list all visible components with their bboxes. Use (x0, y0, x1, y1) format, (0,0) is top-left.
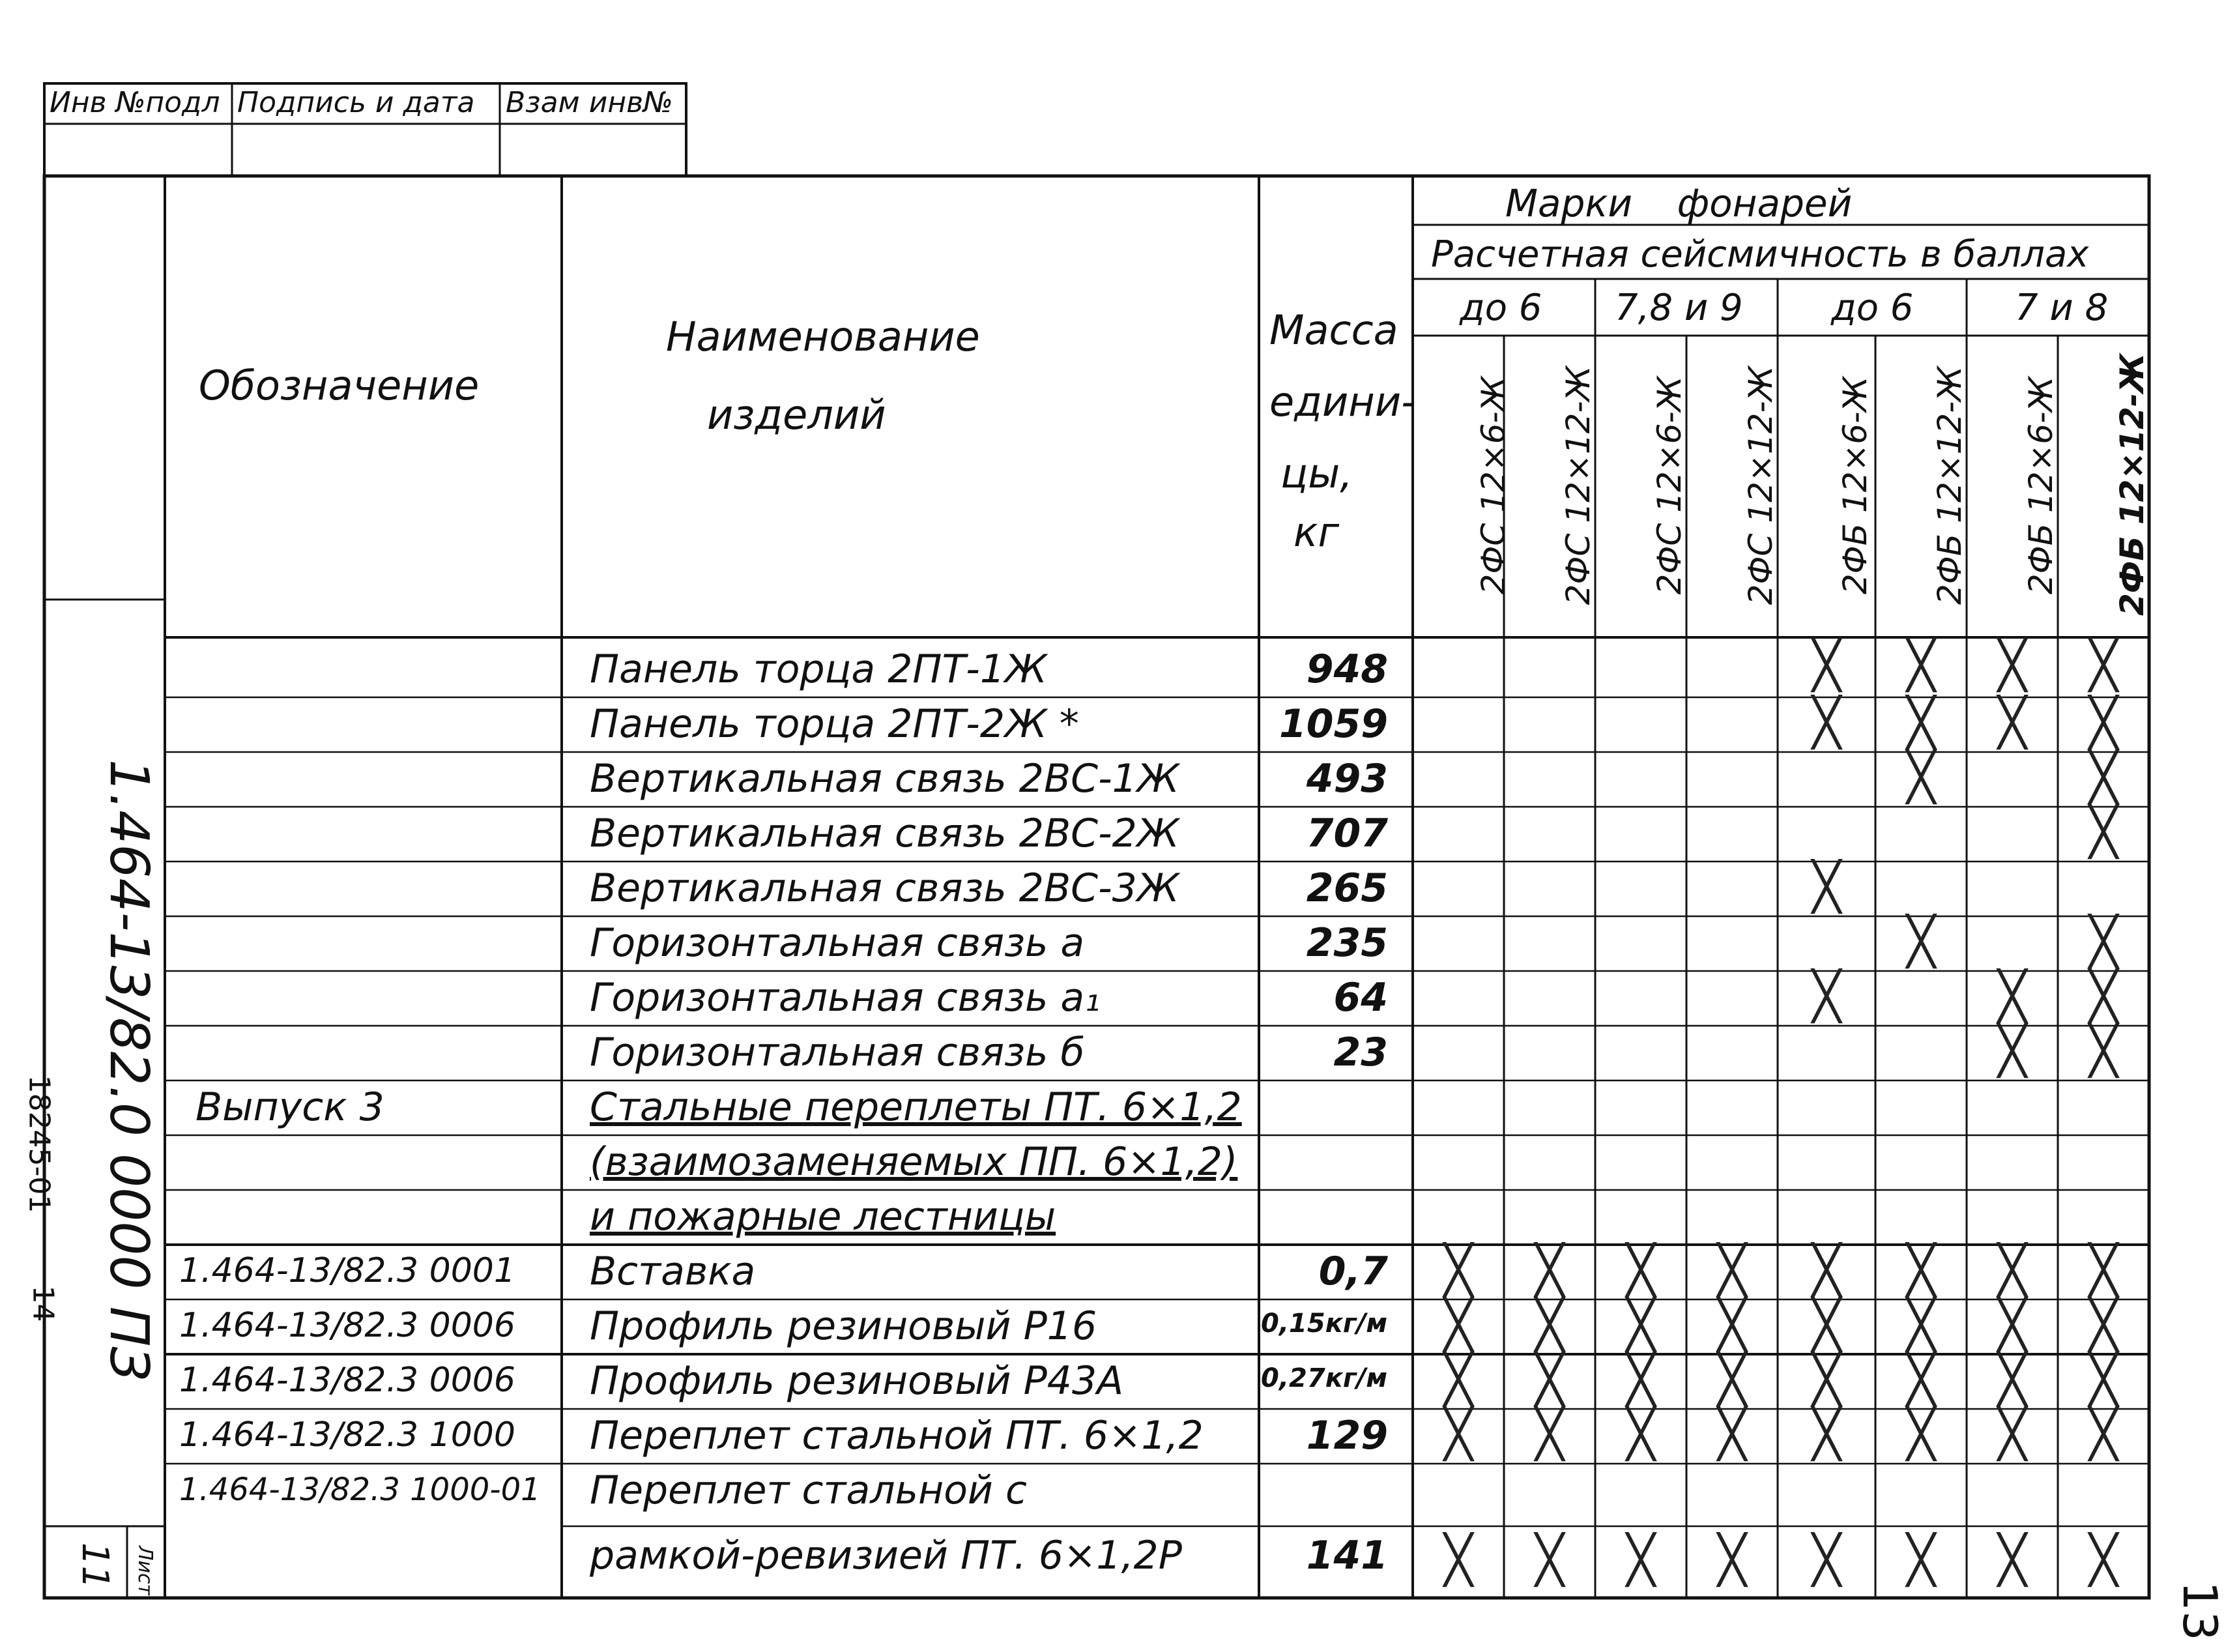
row-9-designation: Выпуск 3 (195, 1084, 384, 1130)
row-16-designation: 1.464-13/82.3 1000-01 (179, 1471, 541, 1508)
stamp-vzam: Взам инв№ (506, 86, 673, 119)
cross-mark: ╳ (1535, 1242, 1564, 1297)
cross-mark: ╳ (1812, 859, 1841, 914)
row-7-mass: 64 (1333, 975, 1388, 1021)
row-1-name: Панель торца 2ПТ-1Ж (590, 646, 1047, 692)
cross-mark: ╳ (1907, 1406, 1935, 1461)
row-15-mass: 129 (1306, 1413, 1388, 1458)
cross-mark: ╳ (1907, 1352, 1935, 1406)
archive-page: 14 (26, 1285, 60, 1322)
header-mass-3: цы, (1280, 450, 1353, 497)
group-label-2: 7,8 и 9 (1615, 287, 1743, 329)
row-14-name: Профиль резиновый Р43А (590, 1358, 1124, 1404)
cross-mark: ╳ (1812, 695, 1841, 749)
cross-mark: ╳ (1626, 1297, 1655, 1352)
cross-mark: ╳ (1907, 637, 1935, 692)
cross-mark: ╳ (2089, 804, 2118, 859)
cross-mark: ╳ (1998, 637, 2027, 692)
cross-mark: ╳ (1812, 1406, 1841, 1461)
col-header-5: 2ФБ 12×6-Ж (1836, 376, 1874, 595)
cross-mark: ╳ (1535, 1532, 1564, 1587)
row-15-name: Переплет стальной ПТ. 6×1,2 (590, 1413, 1204, 1458)
cross-mark: ╳ (2089, 1023, 2118, 1078)
row-2-mass: 1059 (1279, 701, 1388, 747)
row-12-mass: 0,7 (1318, 1249, 1388, 1294)
cross-mark: ╳ (1998, 1242, 2027, 1297)
cross-mark: ╳ (1907, 695, 1935, 749)
page-number: 13 (2172, 1581, 2227, 1641)
row-6-mass: 235 (1306, 920, 1388, 966)
row-17-mass: 141 (1306, 1533, 1388, 1578)
cross-mark: ╳ (1812, 1297, 1841, 1352)
cross-mark: ╳ (1535, 1297, 1564, 1352)
cross-mark: ╳ (1907, 914, 1935, 968)
cross-mark: ╳ (1718, 1242, 1746, 1297)
row-14-mass: 0,27кг/м (1261, 1363, 1388, 1393)
col-header-7: 2ФБ 12×6-Ж (2022, 376, 2060, 595)
cross-mark: ╳ (2089, 968, 2118, 1023)
cross-mark: ╳ (1444, 1532, 1473, 1587)
cross-mark: ╳ (1998, 1406, 2027, 1461)
cross-mark: ╳ (2089, 1532, 2118, 1587)
row-4-mass: 707 (1306, 811, 1388, 856)
cross-mark: ╳ (2089, 749, 2118, 804)
document-code: 1.464-13/82.0 0000 ПЗ (98, 759, 160, 1381)
cross-mark: ╳ (1626, 1352, 1655, 1406)
group-label-1: до 6 (1460, 287, 1542, 329)
header-name-1: Наименование (666, 313, 980, 360)
sheet-label: Лист (134, 1546, 156, 1596)
row-14-designation: 1.464-13/82.3 0006 (179, 1361, 515, 1400)
row-12-name: Вставка (590, 1249, 756, 1294)
stamp-inv-podl: Инв №подл (50, 86, 220, 119)
cross-mark: ╳ (1718, 1532, 1746, 1587)
header-seismic: Расчетная сейсмичность в баллах (1431, 233, 2089, 276)
cross-mark: ╳ (2089, 637, 2118, 692)
row-6-name: Горизонтальная связь а (590, 920, 1085, 966)
row-12-designation: 1.464-13/82.3 0001 (179, 1251, 515, 1290)
row-4-name: Вертикальная связь 2ВС-2Ж (590, 811, 1179, 856)
cross-mark: ╳ (1812, 1352, 1841, 1406)
row-11-name: и пожарные лестницы (590, 1194, 1056, 1239)
cross-mark: ╳ (1444, 1406, 1473, 1461)
cross-mark: ╳ (1718, 1406, 1746, 1461)
cross-mark: ╳ (1907, 1297, 1935, 1352)
group-label-3: до 6 (1831, 287, 1914, 329)
cross-mark: ╳ (1998, 695, 2027, 749)
cross-mark: ╳ (1907, 1242, 1935, 1297)
cross-mark: ╳ (1998, 1297, 2027, 1352)
row-1-mass: 948 (1306, 646, 1388, 692)
group-label-4: 7 и 8 (2015, 287, 2109, 329)
row-3-name: Вертикальная связь 2ВС-1Ж (590, 756, 1179, 802)
cross-mark: ╳ (1626, 1242, 1655, 1297)
row-8-mass: 23 (1333, 1030, 1388, 1075)
cross-mark: ╳ (1718, 1297, 1746, 1352)
cross-mark: ╳ (2089, 1297, 2118, 1352)
stamp-podpis: Подпись и дата (237, 86, 475, 119)
col-header-1: 2ФС 12×6-Ж (1475, 376, 1512, 595)
cross-mark: ╳ (1998, 1532, 2027, 1587)
cross-mark: ╳ (1535, 1352, 1564, 1406)
cross-mark: ╳ (2089, 1242, 2118, 1297)
row-8-name: Горизонтальная связь б (590, 1030, 1085, 1075)
header-mass-1: Масса (1269, 306, 1398, 354)
cross-mark: ╳ (1626, 1532, 1655, 1587)
cross-mark: ╳ (1535, 1406, 1564, 1461)
cross-mark: ╳ (2089, 695, 2118, 749)
row-5-name: Вертикальная связь 2ВС-3Ж (590, 865, 1179, 911)
row-5-mass: 265 (1306, 865, 1388, 911)
col-header-2: 2ФС 12×12-Ж (1559, 366, 1597, 605)
row-17-name: рамкой-ревизией ПТ. 6×1,2Р (590, 1533, 1182, 1578)
row-13-designation: 1.464-13/82.3 0006 (179, 1306, 515, 1345)
row-16-name: Переплет стальной с (590, 1468, 1027, 1513)
col-header-6: 2ФБ 12×12-Ж (1931, 366, 1969, 605)
row-13-mass: 0,15кг/м (1261, 1309, 1388, 1339)
header-name-2: изделий (707, 391, 886, 439)
cross-mark: ╳ (1444, 1242, 1473, 1297)
cross-mark: ╳ (1444, 1297, 1473, 1352)
header-mass-2: едини- (1269, 378, 1416, 426)
cross-mark: ╳ (1812, 968, 1841, 1023)
col-header-4: 2ФС 12×12-Ж (1742, 366, 1780, 605)
row-15-designation: 1.464-13/82.3 1000 (179, 1415, 515, 1455)
col-header-8: 2ФБ 12×12-Ж (2113, 353, 2151, 616)
sheet-number: 11 (74, 1542, 117, 1589)
row-2-name: Панель торца 2ПТ-2Ж * (590, 701, 1079, 747)
header-mass-4: кг (1293, 508, 1340, 556)
cross-mark: ╳ (1444, 1352, 1473, 1406)
cross-mark: ╳ (1998, 968, 2027, 1023)
cross-mark: ╳ (1812, 1532, 1841, 1587)
cross-mark: ╳ (1812, 637, 1841, 692)
cross-mark: ╳ (1907, 1532, 1935, 1587)
cross-mark: ╳ (1718, 1352, 1746, 1406)
row-9-name: Стальные переплеты ПТ. 6×1,2 (590, 1084, 1242, 1130)
cross-mark: ╳ (2089, 1352, 2118, 1406)
cross-mark: ╳ (1812, 1242, 1841, 1297)
cross-mark: ╳ (2089, 1406, 2118, 1461)
cross-mark: ╳ (1626, 1406, 1655, 1461)
archive-number: 18245-01 (22, 1075, 56, 1213)
row-13-name: Профиль резиновый Р16 (590, 1303, 1097, 1349)
header-designation: Обозначение (199, 362, 480, 409)
row-10-name: (взаимозаменяемых ПП. 6×1,2) (590, 1139, 1238, 1185)
row-7-name: Горизонтальная связь а₁ (590, 975, 1101, 1021)
cross-mark: ╳ (1907, 749, 1935, 804)
cross-mark: ╳ (1998, 1352, 2027, 1406)
header-marks: Марки фонарей (1505, 181, 1853, 225)
cross-mark: ╳ (1998, 1023, 2027, 1078)
row-3-mass: 493 (1306, 756, 1388, 802)
cross-mark: ╳ (2089, 914, 2118, 968)
col-header-3: 2ФС 12×6-Ж (1651, 376, 1688, 595)
